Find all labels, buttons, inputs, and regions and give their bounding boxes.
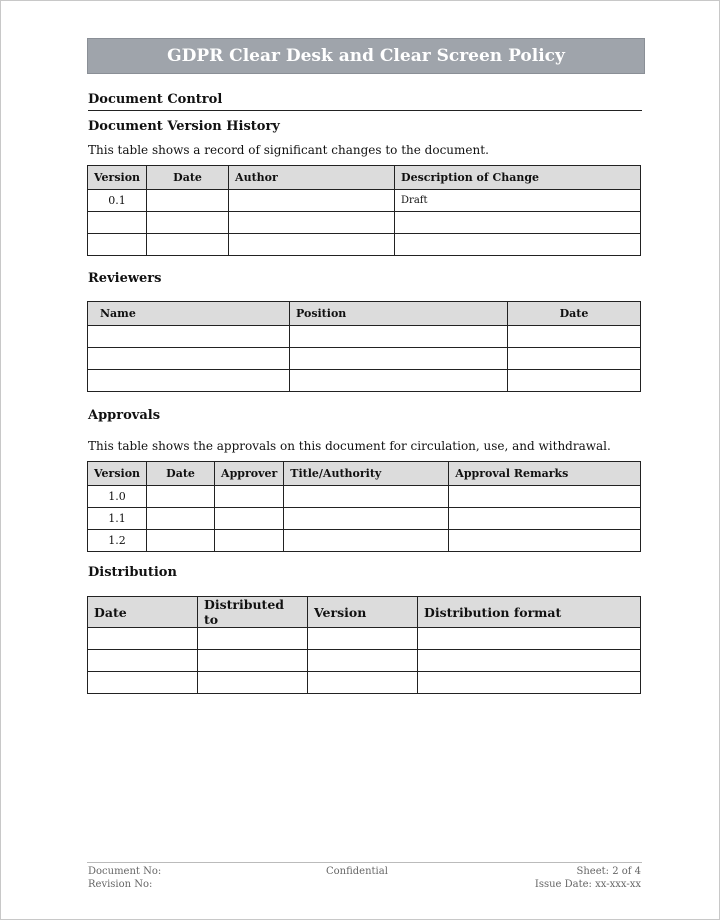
table-row	[88, 234, 641, 256]
version-history-table	[87, 165, 641, 256]
table-cell[interactable]	[308, 650, 418, 672]
table-cell[interactable]	[418, 628, 641, 650]
table-cell[interactable]	[449, 486, 641, 508]
table-row	[88, 650, 641, 672]
table-cell[interactable]	[215, 486, 284, 508]
footer-sheet: Sheet: 2 of 4	[576, 866, 641, 877]
table-cell[interactable]	[395, 212, 641, 234]
table-cell[interactable]	[284, 508, 449, 530]
table-cell[interactable]	[418, 650, 641, 672]
column-header: Description of Change	[395, 166, 641, 190]
approvals-table	[87, 461, 641, 552]
table-cell[interactable]	[88, 370, 290, 392]
document-control-heading: Document Control	[88, 92, 642, 111]
table-cell[interactable]	[229, 190, 395, 212]
column-header: Date	[147, 462, 215, 486]
table-row	[88, 212, 641, 234]
table-cell[interactable]	[88, 672, 198, 694]
table-header-row	[88, 597, 641, 628]
column-header: Approver	[215, 462, 284, 486]
document-title	[87, 38, 645, 74]
table-cell[interactable]	[198, 672, 308, 694]
table-cell[interactable]	[147, 212, 229, 234]
table-row	[88, 508, 641, 530]
table-cell[interactable]	[147, 508, 215, 530]
table-cell[interactable]	[88, 212, 147, 234]
table-cell[interactable]	[449, 530, 641, 552]
column-header: Version	[88, 462, 147, 486]
distribution-table	[87, 596, 641, 694]
table-cell[interactable]	[215, 508, 284, 530]
column-header: Date	[147, 166, 229, 190]
table-header-row	[88, 462, 641, 486]
table-cell[interactable]	[88, 234, 147, 256]
table-cell[interactable]	[308, 672, 418, 694]
table-cell[interactable]	[308, 628, 418, 650]
table-cell[interactable]	[290, 370, 508, 392]
table-cell[interactable]	[198, 650, 308, 672]
table-row	[88, 672, 641, 694]
table-cell[interactable]	[88, 650, 198, 672]
table-cell[interactable]	[508, 370, 641, 392]
reviewers-table	[87, 301, 641, 392]
table-cell[interactable]: 1.0	[88, 486, 147, 508]
table-cell[interactable]: 1.1	[88, 508, 147, 530]
distribution-heading: Distribution	[88, 565, 177, 580]
table-cell[interactable]	[229, 212, 395, 234]
table-cell[interactable]	[290, 326, 508, 348]
version-history-heading: Document Version History	[88, 119, 280, 134]
table-row	[88, 326, 641, 348]
table-cell[interactable]	[418, 672, 641, 694]
table-cell[interactable]	[449, 508, 641, 530]
table-cell[interactable]	[229, 234, 395, 256]
table-row	[88, 530, 641, 552]
table-cell[interactable]	[198, 628, 308, 650]
column-header: Distributed to	[198, 597, 308, 628]
table-cell[interactable]	[395, 234, 641, 256]
reviewers-heading: Reviewers	[88, 271, 162, 286]
column-header: Approval Remarks	[449, 462, 641, 486]
table-row	[88, 486, 641, 508]
table-cell[interactable]	[508, 326, 641, 348]
table-cell[interactable]	[290, 348, 508, 370]
version-history-intro: This table shows a record of significant changes to the document.	[88, 143, 489, 157]
table-cell[interactable]	[88, 326, 290, 348]
table-cell[interactable]	[284, 530, 449, 552]
table-cell[interactable]	[147, 190, 229, 212]
approvals-heading: Approvals	[88, 408, 161, 423]
table-cell[interactable]	[215, 530, 284, 552]
table-header-row	[88, 302, 641, 326]
column-header: Position	[290, 302, 508, 326]
table-cell[interactable]	[88, 348, 290, 370]
column-header: Version	[308, 597, 418, 628]
column-header: Distribution format	[418, 597, 641, 628]
column-header: Author	[229, 166, 395, 190]
table-cell[interactable]: Draft	[395, 190, 641, 212]
document-title-text: GDPR Clear Desk and Clear Screen Policy	[167, 46, 565, 66]
column-header: Name	[88, 302, 290, 326]
table-cell[interactable]	[508, 348, 641, 370]
footer-issue-date: Issue Date: xx-xxx-xx	[534, 879, 641, 890]
table-cell[interactable]	[147, 234, 229, 256]
table-cell[interactable]	[147, 486, 215, 508]
footer-revision-no: Revision No:	[88, 879, 153, 890]
column-header: Date	[88, 597, 198, 628]
table-row	[88, 190, 641, 212]
table-cell[interactable]	[147, 530, 215, 552]
approvals-intro: This table shows the approvals on this document for circulation, use, and withdrawal.	[88, 439, 611, 453]
table-cell[interactable]	[284, 486, 449, 508]
column-header: Date	[508, 302, 641, 326]
table-row	[88, 370, 641, 392]
table-header-row	[88, 166, 641, 190]
table-row	[88, 628, 641, 650]
table-cell[interactable]	[88, 628, 198, 650]
footer-confidential: Confidential	[326, 866, 388, 877]
column-header: Title/Authority	[284, 462, 449, 486]
table-cell[interactable]: 1.2	[88, 530, 147, 552]
footer-divider	[87, 862, 642, 863]
table-row	[88, 348, 641, 370]
table-cell[interactable]: 0.1	[88, 190, 147, 212]
footer-document-no: Document No:	[88, 866, 162, 877]
column-header: Version	[88, 166, 147, 190]
